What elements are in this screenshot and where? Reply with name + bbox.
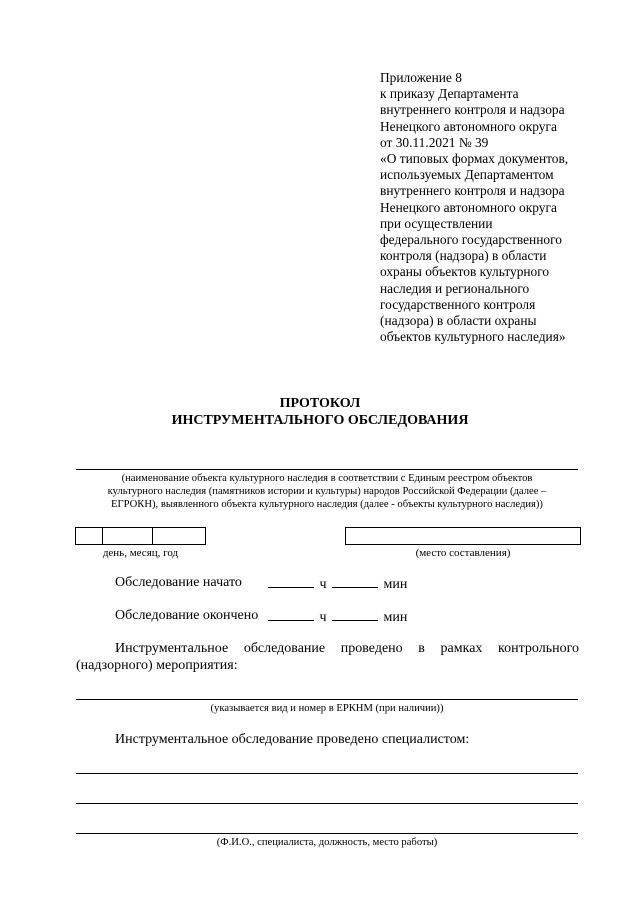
attachment-line: федерального государственного — [380, 232, 562, 248]
attachment-line: внутреннего контроля и надзора — [380, 183, 565, 199]
start-hour-field[interactable] — [268, 574, 314, 588]
framework-word: в — [418, 641, 425, 656]
hour-unit: ч — [319, 577, 327, 592]
inspection-started-label: Обследование начато — [115, 575, 242, 590]
framework-word: контрольного — [498, 641, 579, 656]
attachment-line: внутреннего контроля и надзора — [380, 102, 565, 118]
object-note-line: (наименование объекта культурного наследия в соответствии с Единым реестром объектов — [121, 473, 533, 484]
attachment-line: от 30.11.2021 № 39 — [380, 134, 489, 150]
start-minute-field[interactable] — [332, 574, 378, 588]
inspection-ended-time — [268, 607, 407, 626]
attachment-line: государственного контроля — [380, 296, 536, 312]
framework-word: Инструментальное — [115, 641, 229, 656]
place-field[interactable] — [345, 527, 581, 545]
attachment-line: Приложение 8 — [380, 70, 462, 85]
erknm-note: (указывается вид и номер в ЕРКНМ (при наличии)) — [210, 703, 444, 714]
inspection-ended-label: Обследование окончено — [115, 608, 259, 623]
date-divider — [102, 527, 103, 545]
attachment-line: объектов культурного наследия» — [380, 329, 566, 345]
specialist-field-line[interactable] — [76, 773, 578, 774]
inspection-ended-row — [115, 607, 258, 624]
inspection-started-row — [115, 574, 242, 591]
date-field[interactable] — [75, 527, 206, 545]
attachment-line: (надзора) в области охраны — [380, 313, 537, 329]
attachment-block — [380, 70, 610, 345]
attachment-line: к приказу Департамента — [380, 86, 519, 102]
specialist-text: Инструментальное обследование проведено специалистом: — [115, 732, 470, 747]
attachment-line: при осуществлении — [380, 215, 493, 231]
attachment-line: Ненецкого автономного округа — [380, 199, 557, 215]
end-hour-field[interactable] — [268, 607, 314, 621]
document-title: ПРОТОКОЛ — [279, 396, 361, 411]
specialist-note: (Ф.И.О., специалиста, должность, место работы) — [216, 837, 438, 848]
object-note-line: ЕГРОКН), выявленного объекта культурного наследия (далее - объекты культурного наследия)) — [111, 499, 543, 511]
framework-word: рамках — [440, 641, 483, 656]
attachment-line: охраны объектов культурного — [380, 264, 550, 280]
inspection-started-time — [268, 574, 407, 593]
end-minute-field[interactable] — [332, 607, 378, 621]
attachment-line: используемых Департаментом — [380, 167, 554, 183]
attachment-line: «О типовых формах документов, — [380, 151, 569, 167]
erknm-field[interactable] — [76, 699, 578, 700]
attachment-line: Ненецкого автономного округа — [380, 118, 557, 134]
object-name-note — [70, 472, 584, 512]
document-subtitle: ИНСТРУМЕНТАЛЬНОГО ОБСЛЕДОВАНИЯ — [171, 413, 469, 428]
specialist-field-line[interactable] — [76, 833, 578, 834]
minute-unit: мин — [383, 577, 408, 592]
minute-unit: мин — [383, 610, 408, 625]
specialist-field-line[interactable] — [76, 803, 578, 804]
framework-text-line2: (надзорного) мероприятия: — [76, 658, 238, 673]
attachment-line: наследия и регионального — [380, 280, 530, 296]
hour-unit: ч — [319, 610, 327, 625]
framework-text-line1 — [115, 640, 579, 657]
attachment-line: контроля (надзора) в области — [380, 248, 547, 264]
framework-word: обследование — [243, 641, 326, 656]
date-divider — [152, 527, 153, 545]
object-name-field[interactable] — [76, 469, 578, 470]
framework-word: проведено — [340, 641, 403, 656]
place-label: (место составления) — [415, 547, 511, 559]
date-label: день, месяц, год — [102, 547, 179, 559]
object-note-line: культурного наследия (памятников истории и культуры) народов Российской Федерации (далее – — [107, 486, 547, 498]
